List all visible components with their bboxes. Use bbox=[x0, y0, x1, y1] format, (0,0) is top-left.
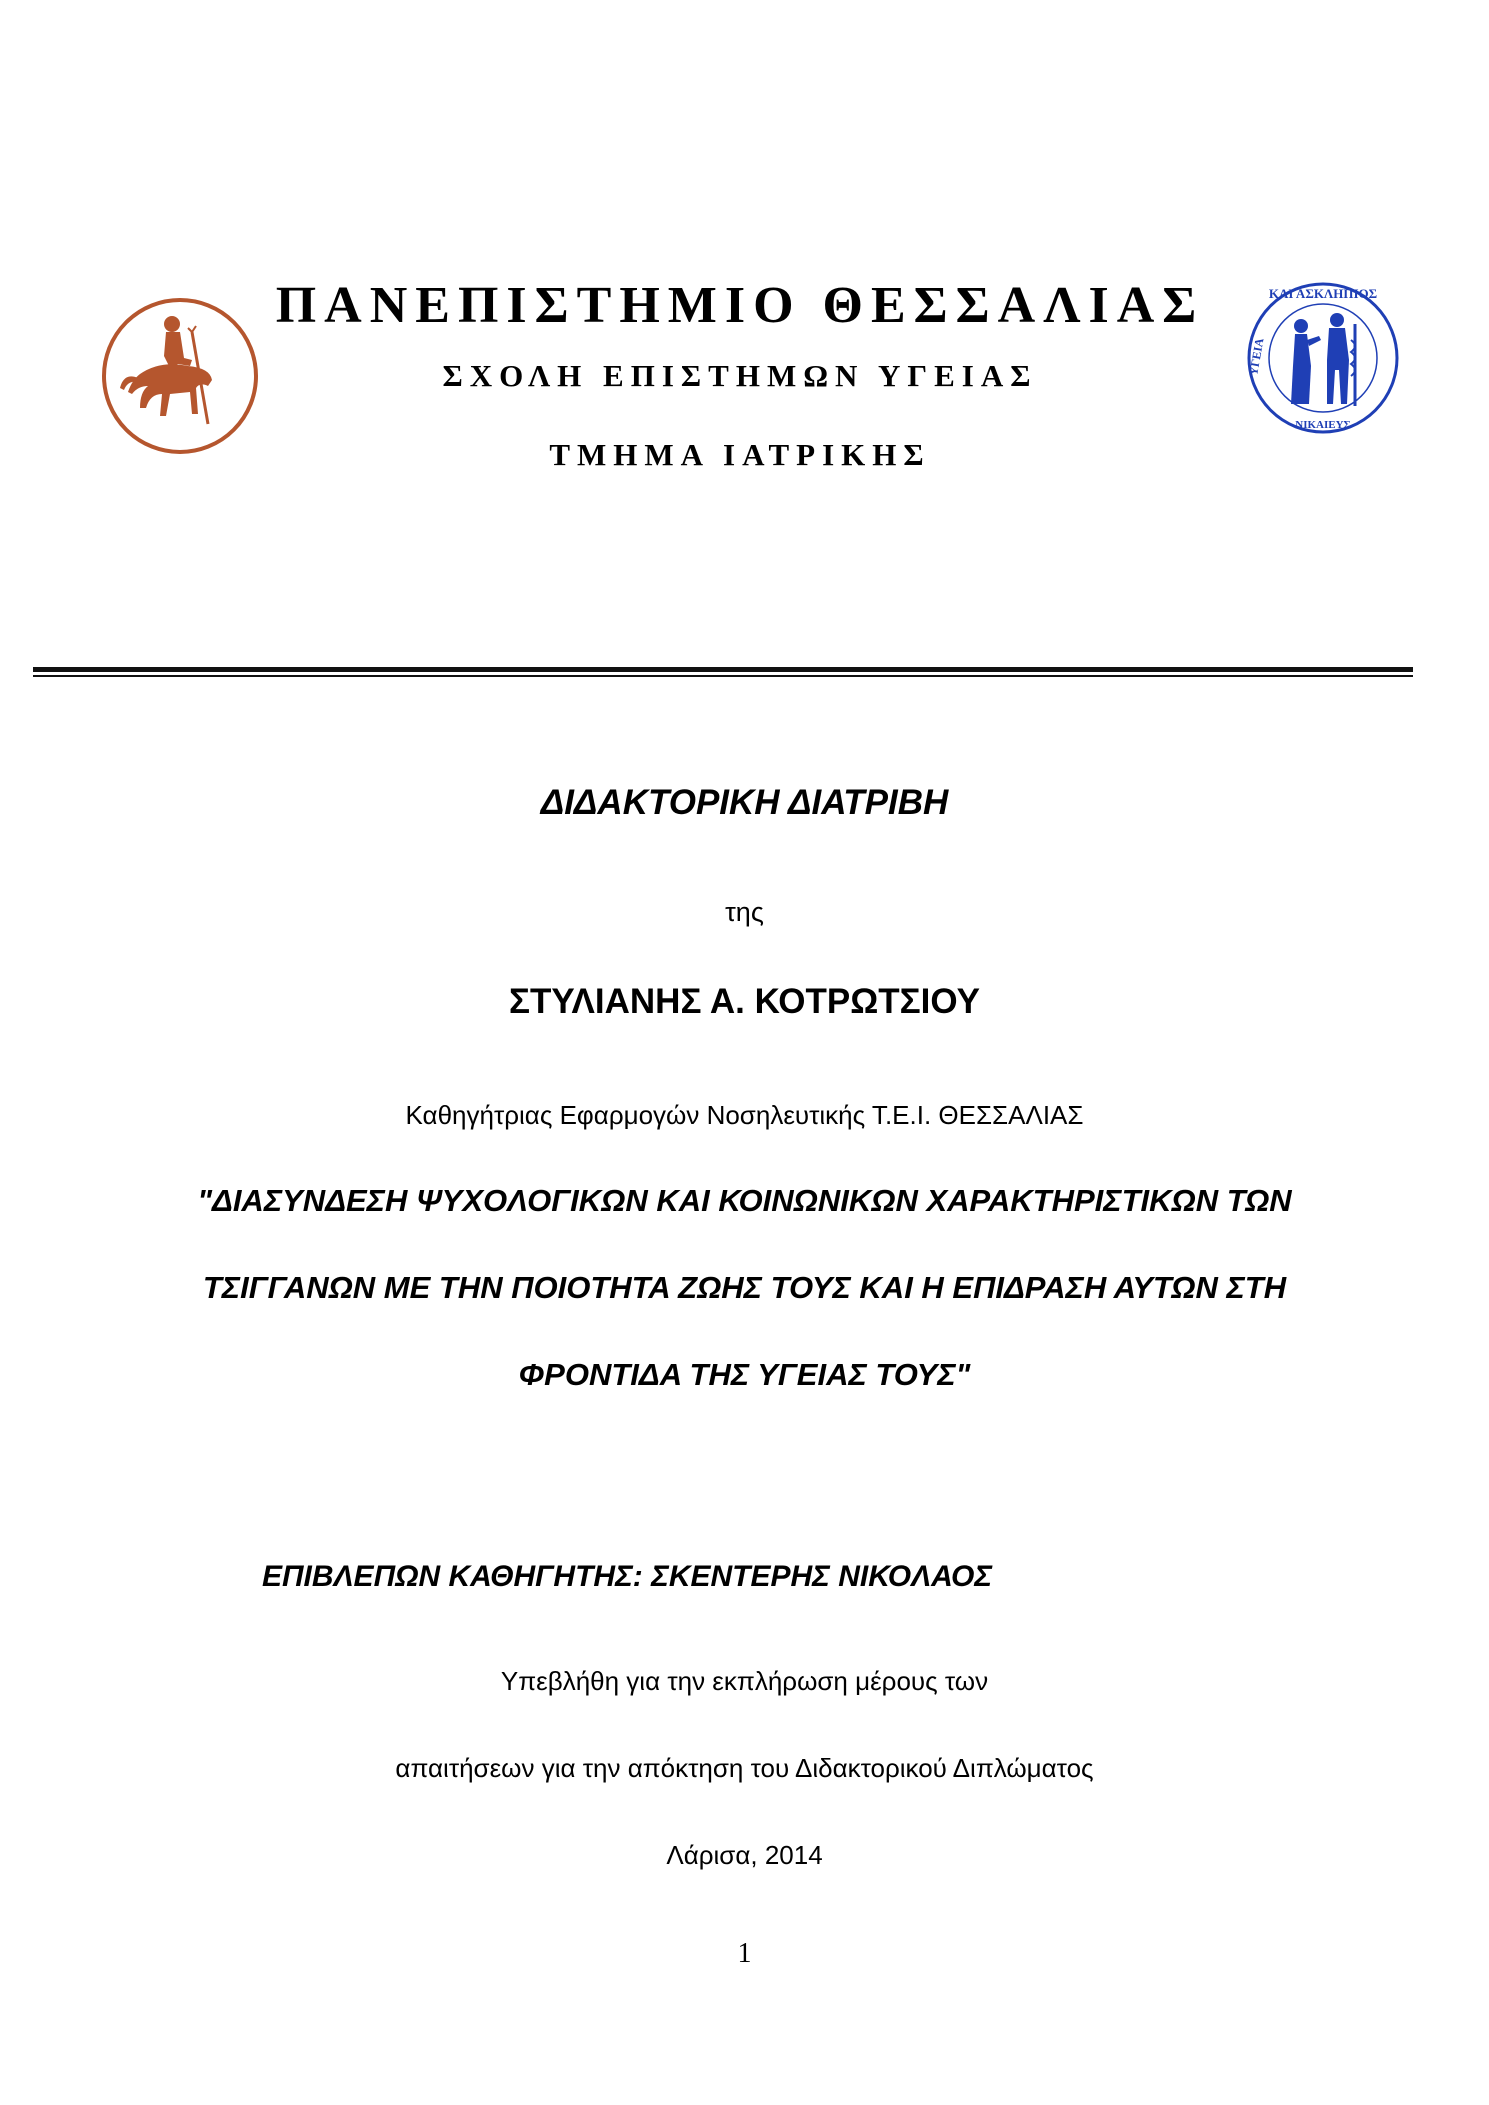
centaur-seal-icon bbox=[100, 296, 260, 456]
thesis-title-line: ΤΣΙΓΓΑΝΩΝ ΜΕ ΤΗΝ ΠΟΙΟΤΗΤΑ ΖΩΗΣ ΤΟΥΣ ΚΑΙ Η ΕΠΙΔΡΑΣΗ ΑΥΤΩΝ ΣΤΗ bbox=[202, 1270, 1287, 1305]
school-name: ΣΧΟΛΗ ΕΠΙΣΤΗΜΩΝ ΥΓΕΙΑΣ bbox=[442, 358, 1038, 393]
thesis-title-line: "ΔΙΑΣΥΝΔΕΣΗ ΨΥΧΟΛΟΓΙΚΩΝ ΚΑΙ ΚΟΙΝΩΝΙΚΩΝ ΧΑΡΑΚΤΗΡΙΣΤΙΚΩΝ ΤΩΝ bbox=[197, 1183, 1292, 1218]
department-name: ΤΜΗΜΑ ΙΑΤΡΙΚΗΣ bbox=[549, 437, 931, 472]
submission-note-line: απαιτήσεων για την απόκτηση του Διδακτορικού Διπλώματος bbox=[395, 1753, 1094, 1783]
seal-bottom-text: ΝΙΚΑΙΕΥΣ bbox=[1295, 419, 1351, 431]
author-role: Καθηγήτριας Εφαρμογών Νοσηλευτικής Τ.Ε.Ι. ΘΕΣΣΑΛΙΑΣ bbox=[405, 1100, 1084, 1130]
seal-top-text: ΚΑΙ ΑΣΚΛΗΠΙΟΣ bbox=[1268, 286, 1378, 301]
medical-school-seal-icon bbox=[1243, 280, 1403, 436]
header-divider-thin bbox=[33, 675, 1413, 677]
document-type: ΔΙΔΑΚΤΟΡΙΚΗ ΔΙΑΤΡΙΒΗ bbox=[540, 783, 949, 822]
seal-left-text: ΥΓΕΙΑ bbox=[1246, 337, 1267, 377]
header-divider-thick bbox=[33, 667, 1413, 672]
place-and-date: Λάρισα, 2014 bbox=[666, 1840, 823, 1870]
author-name: ΣΤΥΛΙΑΝΗΣ Α. ΚΟΤΡΩΤΣΙΟΥ bbox=[509, 982, 980, 1021]
supervisor: ΕΠΙΒΛΕΠΩΝ ΚΑΘΗΓΗΤΗΣ: ΣΚΕΝΤΕΡΗΣ ΝΙΚΟΛΑΟΣ bbox=[262, 1560, 993, 1593]
thesis-title-line: ΦΡΟΝΤΙΔΑ ΤΗΣ ΥΓΕΙΑΣ ΤΟΥΣ" bbox=[518, 1357, 971, 1392]
author-preposition: της bbox=[725, 897, 764, 927]
university-name: ΠΑΝΕΠΙΣΤΗΜΙΟ ΘΕΣΣΑΛΙΑΣ bbox=[275, 277, 1205, 334]
submission-note-line: Υπεβλήθη για την εκπλήρωση μέρους των bbox=[500, 1666, 989, 1696]
page-number: 1 bbox=[737, 1938, 752, 1969]
